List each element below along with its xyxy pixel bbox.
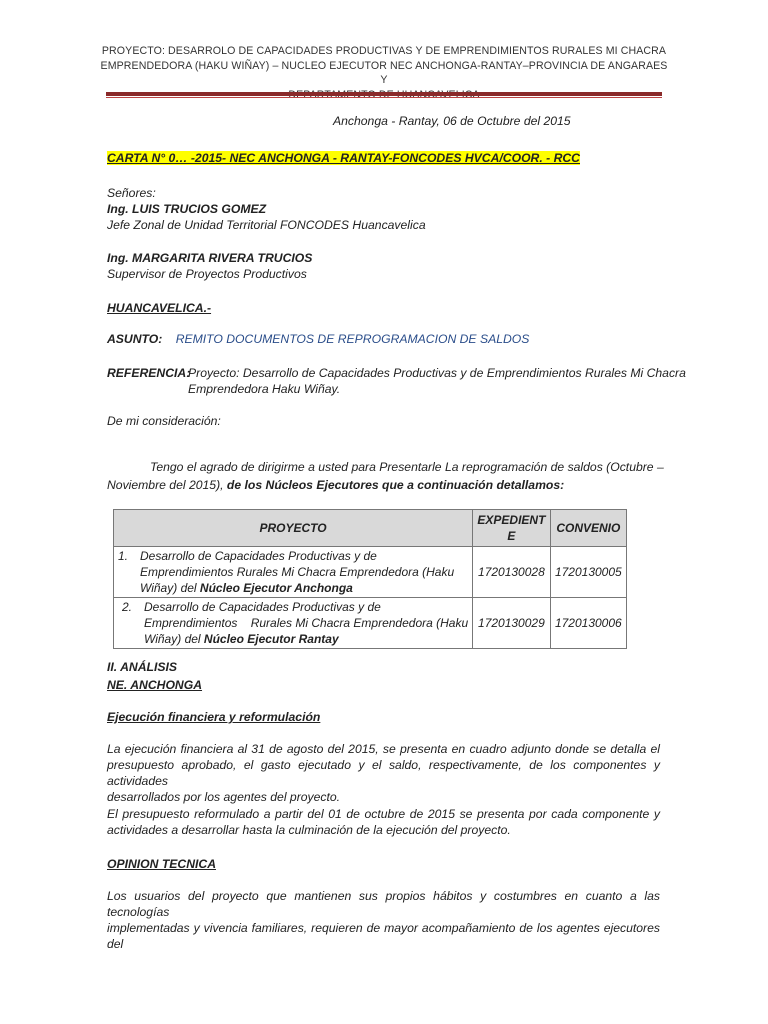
header-line-1: PROYECTO: DESARROLO DE CAPACIDADES PRODUCTIVAS Y DE EMPRENDIMIENTOS RURALES MI CHACRA <box>101 45 667 57</box>
header-line-2: EMPRENDEDORA (HAKU WIÑAY) – NUCLEO EJECUTOR NEC ANCHONGA-RANTAY–PROVINCIA DE ANGARAES Y <box>100 59 668 86</box>
opinion-heading: OPINION TECNICA <box>107 857 217 871</box>
ejecucion-paragraph-1: La ejecución financiera al 31 de agosto del 2015, se presenta en cuadro adjunto donde se detalla el presupuesto aprobado, el gasto ejecutado y el saldo, respectivamente, de los componentes y actividades desarrollados por los agentes del proyecto. <box>107 742 660 804</box>
recipient-2-title: Supervisor de Proyectos Productivos <box>107 267 307 281</box>
destination-city: HUANCAVELICA.- <box>107 301 212 315</box>
recipient-2-name: Ing. MARGARITA RIVERA TRUCIOS <box>107 251 313 265</box>
projects-table <box>113 509 627 649</box>
row-1-proyecto: 1. Desarrollo de Capacidades Productivas y de Emprendimientos Rurales Mi Chacra Emprendedora (Haku Wiñay) del Núcleo Ejecutor Anchonga <box>114 547 473 598</box>
table-row <box>114 598 627 649</box>
letter-date: Anchonga - Rantay, 06 de Octubre del 2015 <box>333 114 571 128</box>
header-proyecto: PROYECTO <box>114 510 473 547</box>
row-2-expediente: 1720130029 <box>473 598 551 649</box>
referencia-line-2: Emprendedora Haku Wiñay. <box>188 382 341 396</box>
asunto-text: REMITO DOCUMENTOS DE REPROGRAMACION DE SALDOS <box>175 332 530 346</box>
row-2-proyecto: 2. Desarrollo de Capacidades Productivas y de Emprendimientos Rurales Mi Chacra Emprendedora (Haku Wiñay) del Núcleo Ejecutor Rantay <box>114 598 473 649</box>
asunto-line <box>107 331 529 347</box>
referencia-label: REFERENCIA: <box>107 366 191 380</box>
table-header-row <box>114 510 627 547</box>
header-divider <box>106 92 662 96</box>
referencia-line-1: Proyecto: Desarrollo de Capacidades Productivas y de Emprendimientos Rurales Mi Chacra <box>188 366 686 380</box>
asunto-label: ASUNTO: <box>107 332 163 346</box>
salutation-senores: Señores: <box>107 186 156 200</box>
intro-line-1: Tengo el agrado de dirigirme a usted para Presentarle La reprogramación de saldos (Octubre – <box>150 460 664 474</box>
intro-line-2: Noviembre del 2015), de los Núcleos Ejecutores que a continuación detallamos: <box>107 478 565 492</box>
ejecucion-heading: Ejecución financiera y reformulación <box>107 710 321 724</box>
carta-reference <box>107 150 580 166</box>
table-row <box>114 547 627 598</box>
opinion-paragraph: Los usuarios del proyecto que mantienen sus propios hábitos y costumbres en cuanto a las tecnologías implementadas y vivencia familiares, requieren de mayor acompañamiento de los agentes ejecutores del <box>107 889 660 951</box>
row-2-convenio: 1720130006 <box>550 598 626 649</box>
header-convenio: CONVENIO <box>550 510 626 547</box>
analisis-title: II. ANÁLISIS <box>107 660 177 674</box>
recipient-1-title: Jefe Zonal de Unidad Territorial FONCODES Huancavelica <box>107 218 426 232</box>
ejecucion-paragraph-2: El presupuesto reformulado a partir del 01 de octubre de 2015 se presenta por cada componente y actividades a desarrollar hasta la culminación de la ejecución del proyecto. <box>107 807 660 837</box>
analisis-subtitle: NE. ANCHONGA <box>107 678 203 692</box>
header-expediente: EXPEDIENT E <box>473 510 551 547</box>
carta-number: CARTA N° 0… -2015- NEC ANCHONGA - RANTAY-FONCODES HVCA/COOR. - RCC <box>107 151 580 165</box>
header-divider-thin <box>106 97 662 98</box>
row-1-expediente: 1720130028 <box>473 547 551 598</box>
recipient-1-name: Ing. LUIS TRUCIOS GOMEZ <box>107 202 267 216</box>
row-1-convenio: 1720130005 <box>550 547 626 598</box>
greeting: De mi consideración: <box>107 414 221 428</box>
